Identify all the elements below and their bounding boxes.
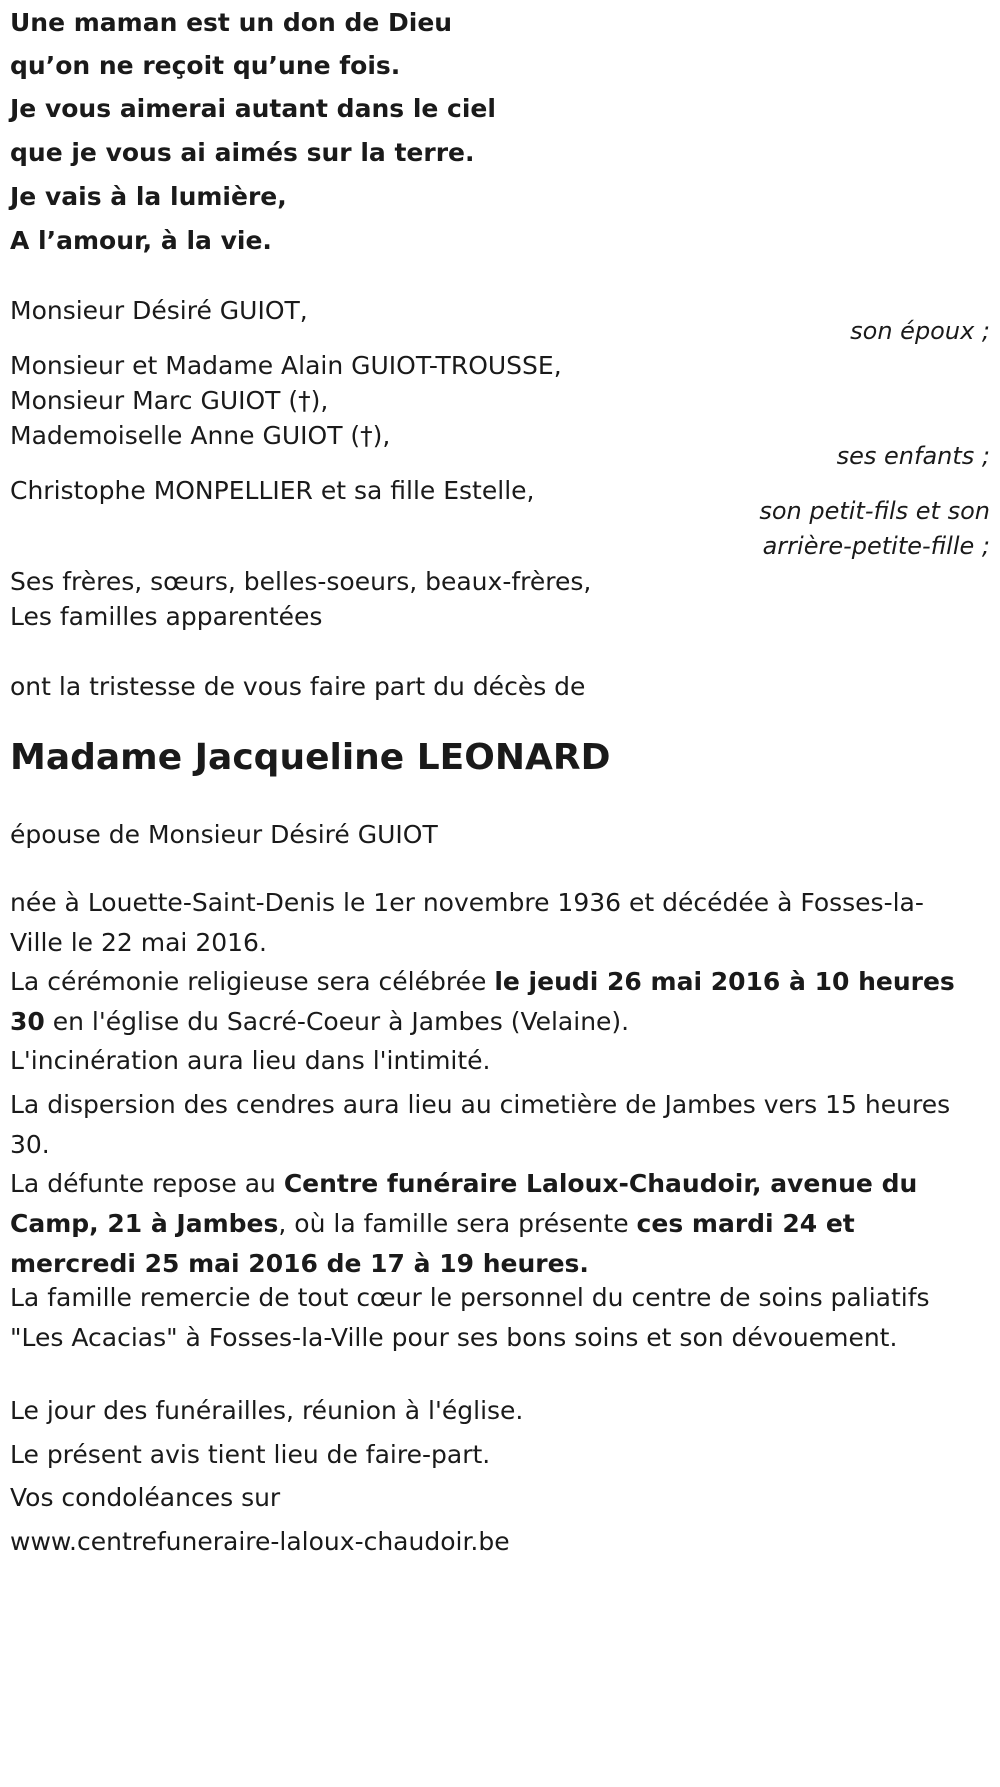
relatives-line: Les familles apparentées	[10, 602, 323, 631]
repose-times: ces mardi 24 et mercredi 25 mai 2016 de 17 à 19 heures.	[10, 1209, 855, 1278]
funeral-day-paragraph: Le jour des funérailles, réunion à l'église.	[10, 1396, 524, 1425]
incineration-paragraph: L'incinération aura lieu dans l'intimité.	[10, 1046, 491, 1075]
poem-line-2: qu’on ne reçoit qu’une fois.	[10, 51, 401, 80]
husband-role: son époux ;	[850, 317, 990, 345]
child-2: Monsieur Marc GUIOT (†),	[10, 386, 329, 415]
thanks-paragraph: La famille remercie de tout cœur le personnel du centre de soins paliatifs "Les Acacias" à Fosses-la-Ville pour ses bons soins et son dévouement.	[10, 1283, 930, 1352]
ceremony-date-time: le jeudi 26 mai 2016 à 10 heures 30	[10, 967, 955, 1036]
grandchild-role-2: arrière-petite-fille ;	[762, 532, 990, 560]
poem-line-3: Je vous aimerai autant dans le ciel	[10, 94, 496, 123]
spouse-line: épouse de Monsieur Désiré GUIOT	[10, 820, 438, 849]
notice-paragraph: Le présent avis tient lieu de faire-part.	[10, 1440, 491, 1469]
husband-name: Monsieur Désiré GUIOT,	[10, 296, 308, 325]
poem-line-4: que je vous ai aimés sur la terre.	[10, 138, 475, 167]
announcement-line: ont la tristesse de vous faire part du décès de	[10, 672, 586, 701]
repose-paragraph	[10, 1164, 970, 1284]
repose-text-middle: , où la famille sera présente	[278, 1209, 637, 1238]
grandchild-role-1: son petit-fils et son	[759, 497, 990, 525]
repose-text-before: La défunte repose au	[10, 1169, 284, 1198]
ceremony-text-after: en l'église du Sacré-Coeur à Jambes (Velaine).	[44, 1007, 630, 1036]
child-1: Monsieur et Madame Alain GUIOT-TROUSSE,	[10, 351, 562, 380]
children-role: ses enfants ;	[836, 442, 990, 470]
repose-place: Centre funéraire Laloux-Chaudoir, avenue du Camp, 21 à Jambes	[10, 1169, 918, 1238]
child-3: Mademoiselle Anne GUIOT (†),	[10, 421, 391, 450]
poem-line-1: Une maman est un don de Dieu	[10, 8, 453, 37]
poem-line-5: Je vais à la lumière,	[10, 182, 287, 211]
website-link[interactable]: www.centrefuneraire-laloux-chaudoir.be	[10, 1527, 510, 1556]
dispersion-paragraph: La dispersion des cendres aura lieu au cimetière de Jambes vers 15 heures 30.	[10, 1090, 951, 1159]
birth-death-paragraph: née à Louette-Saint-Denis le 1er novembre 1936 et décédée à Fosses-la-Ville le 22 mai 2016.	[10, 888, 924, 957]
poem-line-6: A l’amour, à la vie.	[10, 226, 272, 255]
deceased-name: Madame Jacqueline LEONARD	[10, 737, 611, 778]
grandchild-name: Christophe MONPELLIER et sa fille Estelle,	[10, 476, 535, 505]
condolences-paragraph: Vos condoléances sur	[10, 1483, 281, 1512]
siblings-line: Ses frères, sœurs, belles-soeurs, beaux-frères,	[10, 567, 592, 596]
ceremony-text-before: La cérémonie religieuse sera célébrée	[10, 967, 495, 996]
ceremony-paragraph	[10, 962, 970, 1042]
